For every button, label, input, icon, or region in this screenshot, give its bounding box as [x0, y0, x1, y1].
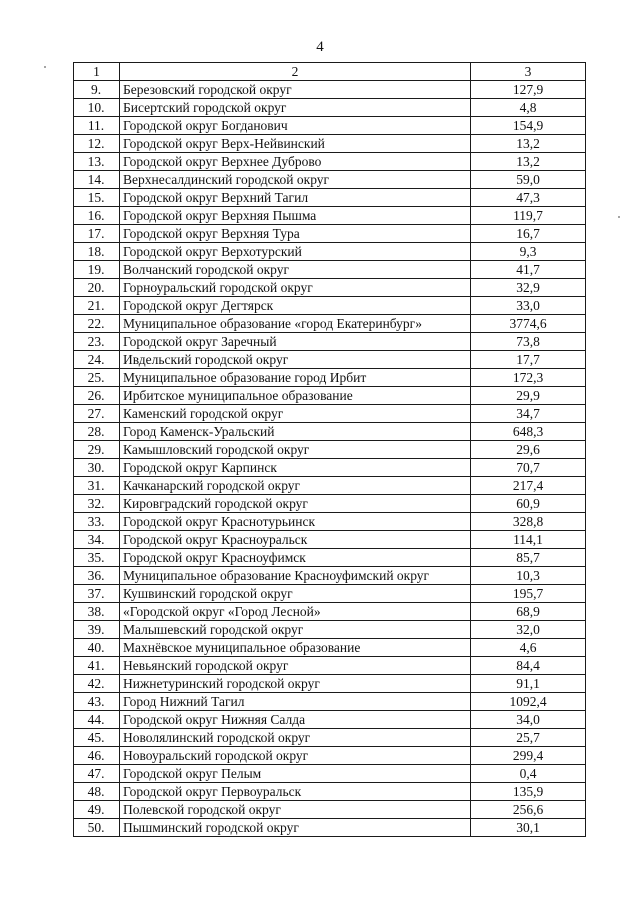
row-number: 44.: [74, 711, 120, 729]
row-number: 15.: [74, 189, 120, 207]
municipality-name: Городской округ Нижняя Салда: [120, 711, 471, 729]
scan-mark: [618, 216, 620, 218]
row-value: 34,0: [471, 711, 586, 729]
table-row: [74, 135, 586, 153]
municipality-name: «Городской округ «Город Лесной»: [120, 603, 471, 621]
row-value: 127,9: [471, 81, 586, 99]
table-row: [74, 99, 586, 117]
row-value: 256,6: [471, 801, 586, 819]
row-number: 23.: [74, 333, 120, 351]
scan-mark: [44, 66, 46, 68]
table-row: [74, 81, 586, 99]
table-row: [74, 639, 586, 657]
row-value: 299,4: [471, 747, 586, 765]
table-row: [74, 225, 586, 243]
page-number: 4: [316, 39, 324, 55]
row-number: 24.: [74, 351, 120, 369]
municipality-name: Махнёвское муниципальное образование: [120, 639, 471, 657]
row-number: 35.: [74, 549, 120, 567]
municipality-name: Городской округ Краснотурьинск: [120, 513, 471, 531]
row-number: 16.: [74, 207, 120, 225]
row-value: 4,8: [471, 99, 586, 117]
row-value: 47,3: [471, 189, 586, 207]
row-number: 13.: [74, 153, 120, 171]
municipality-name: Камышловский городской округ: [120, 441, 471, 459]
row-value: 135,9: [471, 783, 586, 801]
row-number: 27.: [74, 405, 120, 423]
row-value: 10,3: [471, 567, 586, 585]
table-row: [74, 369, 586, 387]
row-value: 3774,6: [471, 315, 586, 333]
row-value: 328,8: [471, 513, 586, 531]
municipality-name: Качканарский городской округ: [120, 477, 471, 495]
table-row: [74, 189, 586, 207]
table-row: [74, 675, 586, 693]
row-value: 59,0: [471, 171, 586, 189]
row-value: 33,0: [471, 297, 586, 315]
row-value: 154,9: [471, 117, 586, 135]
table-row: [74, 423, 586, 441]
row-value: 13,2: [471, 135, 586, 153]
municipality-name: Ивдельский городской округ: [120, 351, 471, 369]
row-number: 10.: [74, 99, 120, 117]
table-row: [74, 585, 586, 603]
table-row: [74, 549, 586, 567]
municipality-name: Муниципальное образование город Ирбит: [120, 369, 471, 387]
table-row: [74, 621, 586, 639]
row-number: 29.: [74, 441, 120, 459]
municipality-name: Городской округ Красноуфимск: [120, 549, 471, 567]
table-row: [74, 747, 586, 765]
table-row: [74, 459, 586, 477]
row-number: 33.: [74, 513, 120, 531]
municipality-name: Городской округ Дегтярск: [120, 297, 471, 315]
municipality-name: Городской округ Первоуральск: [120, 783, 471, 801]
row-value: 41,7: [471, 261, 586, 279]
row-number: 50.: [74, 819, 120, 837]
row-number: 26.: [74, 387, 120, 405]
table-row: [74, 495, 586, 513]
row-value: 29,6: [471, 441, 586, 459]
row-number: 43.: [74, 693, 120, 711]
table-row: [74, 333, 586, 351]
table-row: [74, 765, 586, 783]
column-header-name: 2: [120, 63, 471, 81]
row-number: 49.: [74, 801, 120, 819]
row-number: 22.: [74, 315, 120, 333]
municipality-name: Кировградский городской округ: [120, 495, 471, 513]
municipality-name: Муниципальное образование Красноуфимский округ: [120, 567, 471, 585]
row-number: 36.: [74, 567, 120, 585]
row-value: 68,9: [471, 603, 586, 621]
table-row: [74, 729, 586, 747]
municipality-name: Бисертский городской округ: [120, 99, 471, 117]
row-number: 38.: [74, 603, 120, 621]
row-value: 34,7: [471, 405, 586, 423]
municipality-name: Городской округ Заречный: [120, 333, 471, 351]
municipality-name: Городской округ Верхняя Пышма: [120, 207, 471, 225]
row-number: 42.: [74, 675, 120, 693]
row-number: 20.: [74, 279, 120, 297]
municipality-name: Волчанский городской округ: [120, 261, 471, 279]
row-number: 18.: [74, 243, 120, 261]
table-header-row: [74, 63, 586, 81]
row-value: 16,7: [471, 225, 586, 243]
row-number: 46.: [74, 747, 120, 765]
municipality-name: Городской округ Верх-Нейвинский: [120, 135, 471, 153]
row-number: 47.: [74, 765, 120, 783]
allocation-table: [73, 62, 586, 837]
row-number: 31.: [74, 477, 120, 495]
table-row: [74, 297, 586, 315]
row-number: 25.: [74, 369, 120, 387]
row-value: 217,4: [471, 477, 586, 495]
row-number: 32.: [74, 495, 120, 513]
table-body: [74, 81, 586, 837]
table-row: [74, 207, 586, 225]
row-number: 14.: [74, 171, 120, 189]
row-value: 30,1: [471, 819, 586, 837]
table-row: [74, 603, 586, 621]
column-header-value: 3: [471, 63, 586, 81]
municipality-name: Березовский городской округ: [120, 81, 471, 99]
row-number: 12.: [74, 135, 120, 153]
municipality-name: Полевской городской округ: [120, 801, 471, 819]
row-value: 119,7: [471, 207, 586, 225]
row-value: 32,9: [471, 279, 586, 297]
row-number: 30.: [74, 459, 120, 477]
municipality-name: Муниципальное образование «город Екатеринбург»: [120, 315, 471, 333]
row-value: 9,3: [471, 243, 586, 261]
municipality-name: Городской округ Верхний Тагил: [120, 189, 471, 207]
row-value: 70,7: [471, 459, 586, 477]
row-value: 114,1: [471, 531, 586, 549]
row-number: 48.: [74, 783, 120, 801]
municipality-name: Городской округ Верхняя Тура: [120, 225, 471, 243]
municipality-name: Ирбитское муниципальное образование: [120, 387, 471, 405]
row-number: 19.: [74, 261, 120, 279]
table-row: [74, 279, 586, 297]
row-value: 84,4: [471, 657, 586, 675]
municipality-name: Город Нижний Тагил: [120, 693, 471, 711]
row-value: 32,0: [471, 621, 586, 639]
municipality-name: Городской округ Красноуральск: [120, 531, 471, 549]
row-value: 91,1: [471, 675, 586, 693]
row-number: 11.: [74, 117, 120, 135]
table-row: [74, 513, 586, 531]
table-row: [74, 171, 586, 189]
municipality-name: Городской округ Карпинск: [120, 459, 471, 477]
municipality-name: Городской округ Богданович: [120, 117, 471, 135]
table-row: [74, 783, 586, 801]
table-row: [74, 387, 586, 405]
table-row: [74, 711, 586, 729]
row-value: 0,4: [471, 765, 586, 783]
table-row: [74, 351, 586, 369]
row-number: 37.: [74, 585, 120, 603]
table-row: [74, 657, 586, 675]
table-row: [74, 153, 586, 171]
municipality-name: Городской округ Пелым: [120, 765, 471, 783]
table-row: [74, 531, 586, 549]
municipality-name: Верхнесалдинский городской округ: [120, 171, 471, 189]
table-row: [74, 405, 586, 423]
row-value: 4,6: [471, 639, 586, 657]
table-row: [74, 117, 586, 135]
row-number: 39.: [74, 621, 120, 639]
table-row: [74, 243, 586, 261]
row-value: 73,8: [471, 333, 586, 351]
row-value: 29,9: [471, 387, 586, 405]
municipality-name: Кушвинский городской округ: [120, 585, 471, 603]
table-row: [74, 567, 586, 585]
row-number: 9.: [74, 81, 120, 99]
municipality-name: Городской округ Верхотурский: [120, 243, 471, 261]
municipality-name: Горноуральский городской округ: [120, 279, 471, 297]
table-row: [74, 315, 586, 333]
row-number: 41.: [74, 657, 120, 675]
row-value: 195,7: [471, 585, 586, 603]
municipality-name: Новолялинский городской округ: [120, 729, 471, 747]
municipality-name: Невьянский городской округ: [120, 657, 471, 675]
column-header-number: 1: [74, 63, 120, 81]
municipality-name: Город Каменск-Уральский: [120, 423, 471, 441]
table-row: [74, 693, 586, 711]
municipality-name: Нижнетуринский городской округ: [120, 675, 471, 693]
table-row: [74, 819, 586, 837]
table-row: [74, 801, 586, 819]
row-value: 13,2: [471, 153, 586, 171]
row-value: 60,9: [471, 495, 586, 513]
row-value: 1092,4: [471, 693, 586, 711]
municipality-name: Пышминский городской округ: [120, 819, 471, 837]
row-number: 34.: [74, 531, 120, 549]
table-row: [74, 477, 586, 495]
row-value: 172,3: [471, 369, 586, 387]
municipality-name: Городской округ Верхнее Дуброво: [120, 153, 471, 171]
table-row: [74, 441, 586, 459]
municipality-name: Каменский городской округ: [120, 405, 471, 423]
table-row: [74, 261, 586, 279]
row-number: 21.: [74, 297, 120, 315]
municipality-name: Новоуральский городской округ: [120, 747, 471, 765]
row-value: 17,7: [471, 351, 586, 369]
row-number: 17.: [74, 225, 120, 243]
row-number: 40.: [74, 639, 120, 657]
row-value: 648,3: [471, 423, 586, 441]
municipality-name: Малышевский городской округ: [120, 621, 471, 639]
row-value: 85,7: [471, 549, 586, 567]
row-number: 45.: [74, 729, 120, 747]
row-number: 28.: [74, 423, 120, 441]
row-value: 25,7: [471, 729, 586, 747]
